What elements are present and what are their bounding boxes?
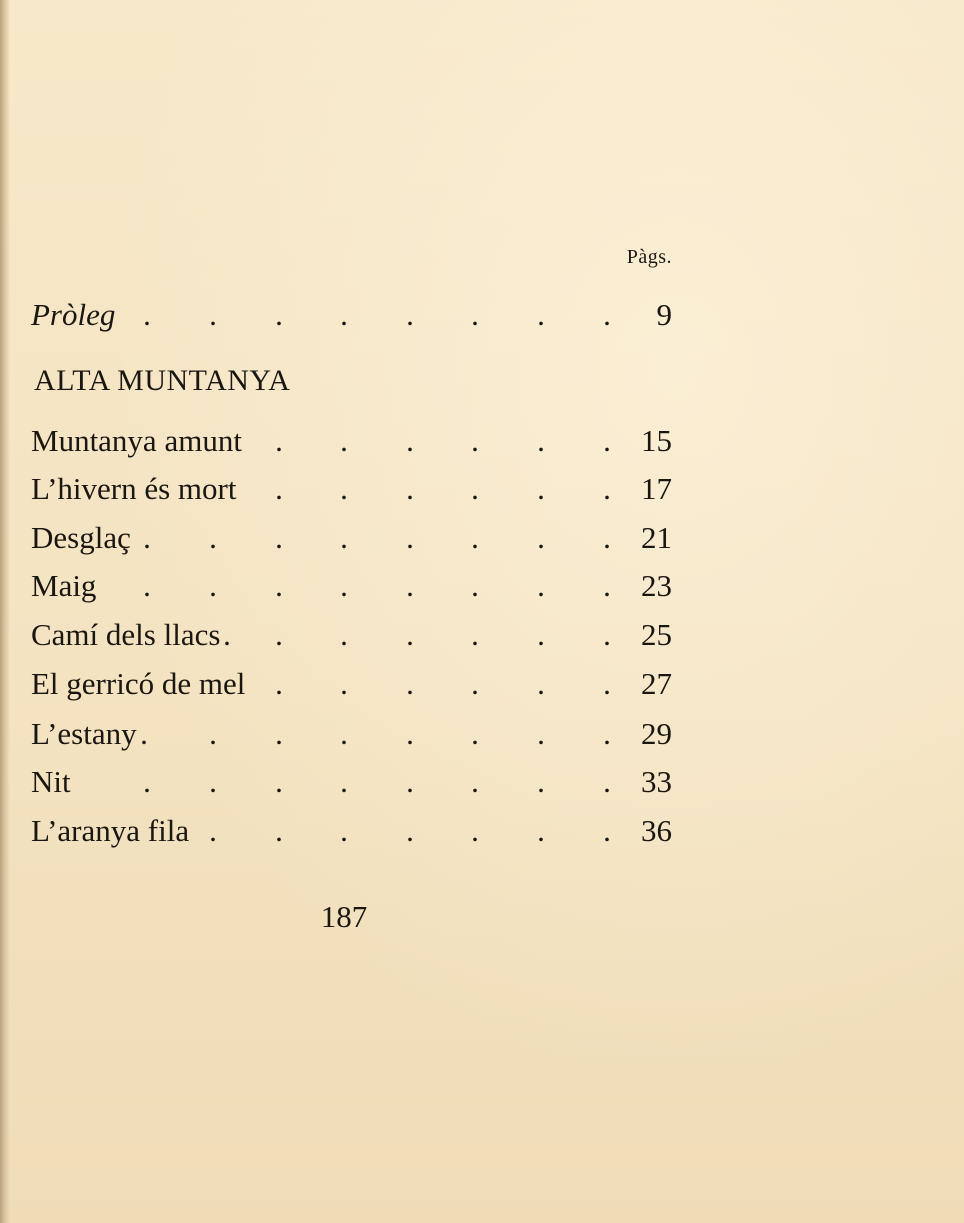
leader-dot: . [275, 471, 283, 506]
leader-dots [31, 293, 611, 337]
leader-dot: . [143, 764, 151, 799]
toc-entry-page: 17 [641, 471, 672, 506]
leader-dot: . [537, 666, 545, 701]
leader-dot: . [603, 764, 611, 799]
leader-dot: . [471, 471, 479, 506]
leader-dot: . [340, 520, 348, 555]
toc-entry [31, 467, 672, 511]
toc-entry-title: L’estany [31, 716, 137, 751]
leader-dot: . [209, 568, 217, 603]
leader-dot: . [471, 297, 479, 332]
leader-dot: . [537, 520, 545, 555]
toc-entry [31, 662, 672, 706]
toc-entry-page: 9 [656, 297, 672, 332]
leader-dot: . [275, 617, 283, 652]
leader-dot: . [406, 568, 414, 603]
toc-entry-page: 15 [641, 423, 672, 458]
toc-entry-title: Pròleg [31, 297, 116, 332]
toc-entry-title: El gerricó de mel [31, 666, 246, 701]
leader-dot: . [471, 764, 479, 799]
leader-dot: . [340, 568, 348, 603]
toc-entry-page: 23 [641, 568, 672, 603]
leader-dot: . [471, 716, 479, 751]
leader-dot: . [143, 568, 151, 603]
leader-dot: . [340, 666, 348, 701]
leader-dot: . [406, 716, 414, 751]
toc-entry [31, 419, 672, 463]
toc-entry [31, 516, 672, 560]
leader-dot: . [406, 764, 414, 799]
leader-dot: . [603, 568, 611, 603]
leader-dot: . [275, 520, 283, 555]
toc-entry-title: L’hivern és mort [31, 471, 237, 506]
leader-dot: . [471, 520, 479, 555]
leader-dot: . [209, 813, 217, 848]
leader-dot: . [275, 813, 283, 848]
toc-entry-title: Desglaç [31, 520, 131, 555]
toc-entry-page: 21 [641, 520, 672, 555]
section-heading: ALTA MUNTANYA [34, 364, 291, 397]
leader-dot: . [406, 666, 414, 701]
toc-entry-title: Camí dels llacs [31, 617, 221, 652]
leader-dot: . [471, 568, 479, 603]
leader-dot: . [275, 764, 283, 799]
toc-entry-title: L’aranya fila [31, 813, 190, 848]
leader-dot: . [603, 520, 611, 555]
toc-entry-page: 27 [641, 666, 672, 701]
leader-dot: . [406, 813, 414, 848]
toc-entry-page: 25 [641, 617, 672, 652]
leader-dot: . [537, 568, 545, 603]
leader-dot: . [275, 716, 283, 751]
toc-entry-page: 36 [641, 813, 672, 848]
leader-dot: . [340, 716, 348, 751]
toc-entry [31, 809, 672, 853]
leader-dot: . [209, 764, 217, 799]
leader-dot: . [537, 471, 545, 506]
leader-dot: . [406, 471, 414, 506]
leader-dot: . [603, 471, 611, 506]
leader-dot: . [209, 716, 217, 751]
leader-dot: . [537, 423, 545, 458]
leader-dot: . [143, 297, 151, 332]
leader-dot: . [209, 297, 217, 332]
leader-dot: . [603, 666, 611, 701]
leader-dot: . [140, 716, 148, 751]
leader-dot: . [603, 813, 611, 848]
leader-dot: . [537, 617, 545, 652]
leader-dot: . [537, 764, 545, 799]
leader-dot: . [340, 297, 348, 332]
leader-dot: . [603, 423, 611, 458]
leader-dot: . [143, 520, 151, 555]
leader-dot: . [223, 617, 231, 652]
toc-entry [31, 564, 672, 608]
toc-entry-title: Maig [31, 568, 97, 603]
leader-dot: . [603, 716, 611, 751]
leader-dot: . [275, 568, 283, 603]
leader-dot: . [275, 423, 283, 458]
leader-dot: . [406, 617, 414, 652]
leader-dot: . [406, 423, 414, 458]
leader-dot: . [603, 617, 611, 652]
leader-dot: . [340, 617, 348, 652]
leader-dot: . [603, 297, 611, 332]
leader-dot: . [406, 297, 414, 332]
leader-dot: . [340, 764, 348, 799]
leader-dot: . [406, 520, 414, 555]
pages-column-label: Pàgs. [626, 246, 672, 268]
toc-entry-prolog [31, 293, 672, 337]
leader-dot: . [537, 813, 545, 848]
toc-entry [31, 712, 672, 756]
leader-dots [31, 564, 611, 608]
toc-entry-page: 33 [641, 764, 672, 799]
toc-entry [31, 613, 672, 657]
leader-dot: . [537, 716, 545, 751]
leader-dot: . [340, 813, 348, 848]
leader-dot: . [471, 813, 479, 848]
toc-entry [31, 760, 672, 804]
leader-dots [31, 760, 611, 804]
toc-entry-title: Nit [31, 764, 71, 799]
leader-dot: . [340, 423, 348, 458]
leader-dot: . [275, 297, 283, 332]
leader-dot: . [340, 471, 348, 506]
leader-dot: . [209, 520, 217, 555]
leader-dot: . [471, 666, 479, 701]
leader-dot: . [275, 666, 283, 701]
page-binding-edge [0, 0, 10, 1223]
toc-entry-page: 29 [641, 716, 672, 751]
toc-entry-title: Muntanya amunt [31, 423, 242, 458]
leader-dot: . [471, 617, 479, 652]
leader-dot: . [537, 297, 545, 332]
page-number: 187 [320, 899, 368, 934]
leader-dot: . [471, 423, 479, 458]
